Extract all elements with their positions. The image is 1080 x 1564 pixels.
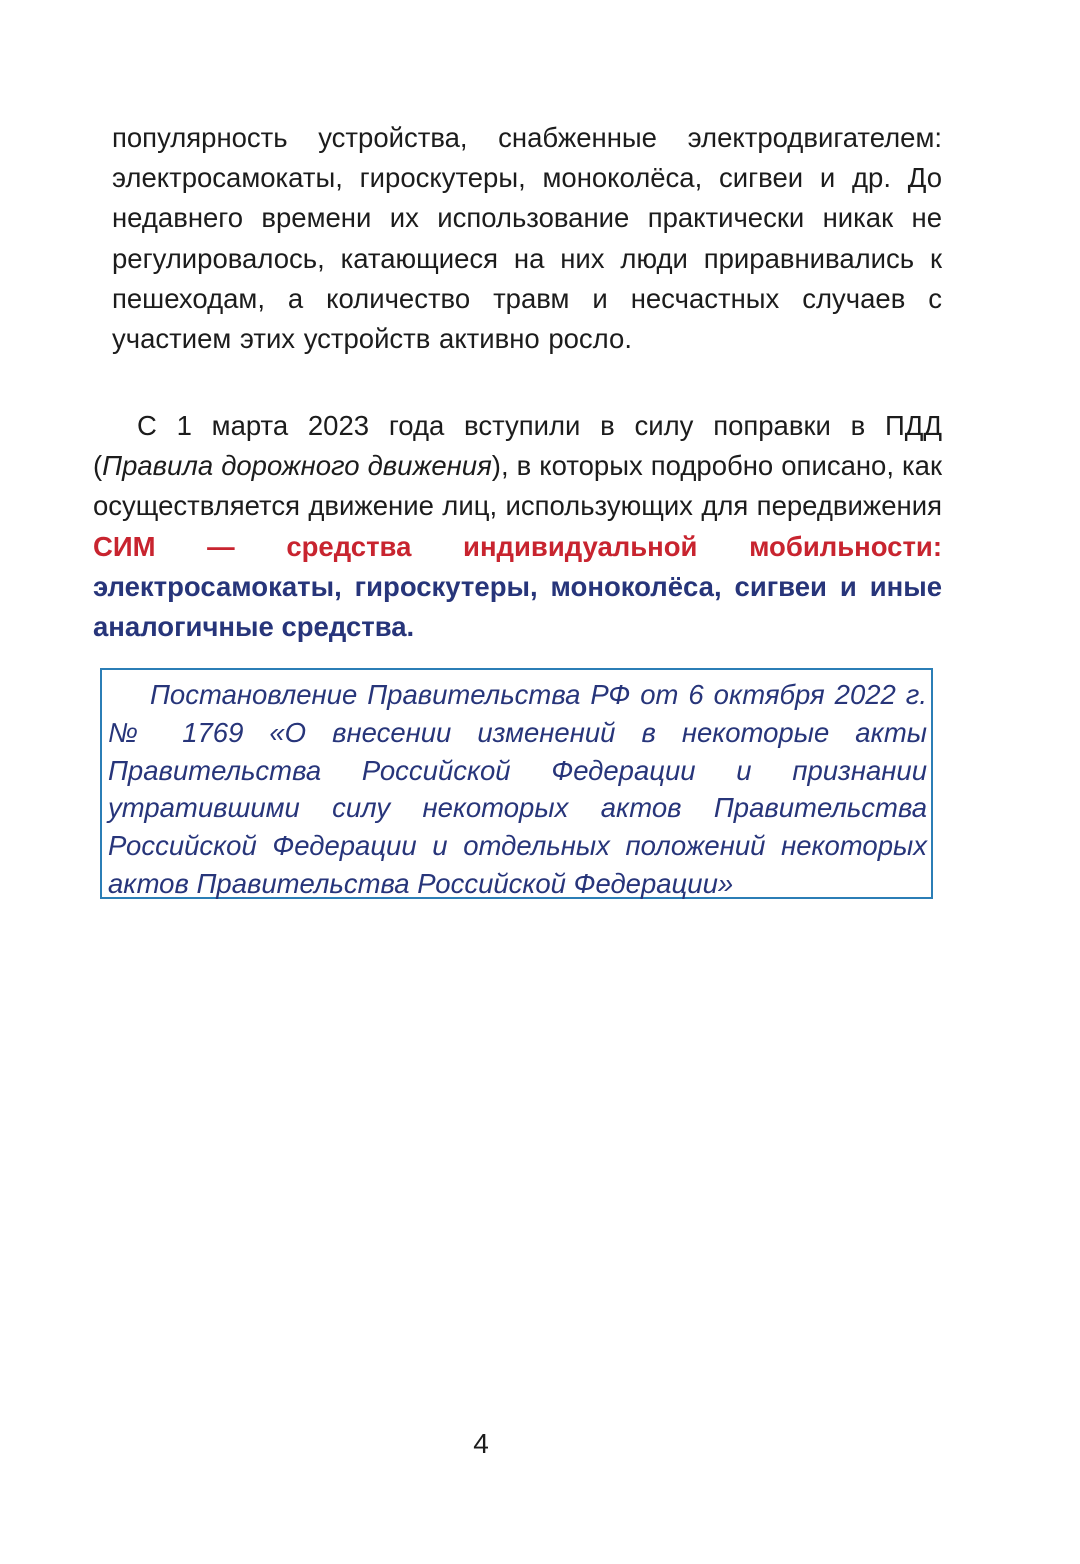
- paragraph-rules: [93, 406, 942, 647]
- citation-text: Постановление Правительства РФ от 6 октября 2022 г. № 1769 «О внесении изменений в некоторые акты Правительства Российской Федерации и признании утратившими силу некоторых актов Правительства Российской Федерации и отдельных положений некоторых актов Правительства Российской Федерации»: [108, 679, 927, 899]
- sim-device-list: электросамокаты, гироскутеры, моноколёса, сигвеи и иные аналогичные средства.: [93, 570, 942, 643]
- page-number: 4: [473, 1428, 489, 1459]
- paragraph-intro: популярность устройства, снабженные электродвигателем: электросамокаты, гироскутеры, моноколёса, сигвеи и др. До недавнего времени их использование практически никак не регулировалось, катающиеся на них люди приравнивались к пешеходам, а количество травм и несчастных случаев с участием этих устройств активно росло.: [112, 122, 942, 355]
- sim-term: СИМ — средства индивидуальной мобильности:: [93, 530, 942, 562]
- paragraph-rules-intro: С 1 марта 2023 года вступили в силу поправки в ПДД (: [93, 410, 942, 482]
- paragraph-rules-middle: ), в которых подробно описано, как осуществляется движение лиц, использующих для передвижения: [93, 450, 942, 522]
- paragraph-rules-italic: Правила дорожного движения: [102, 450, 492, 482]
- citation-box: [100, 668, 933, 899]
